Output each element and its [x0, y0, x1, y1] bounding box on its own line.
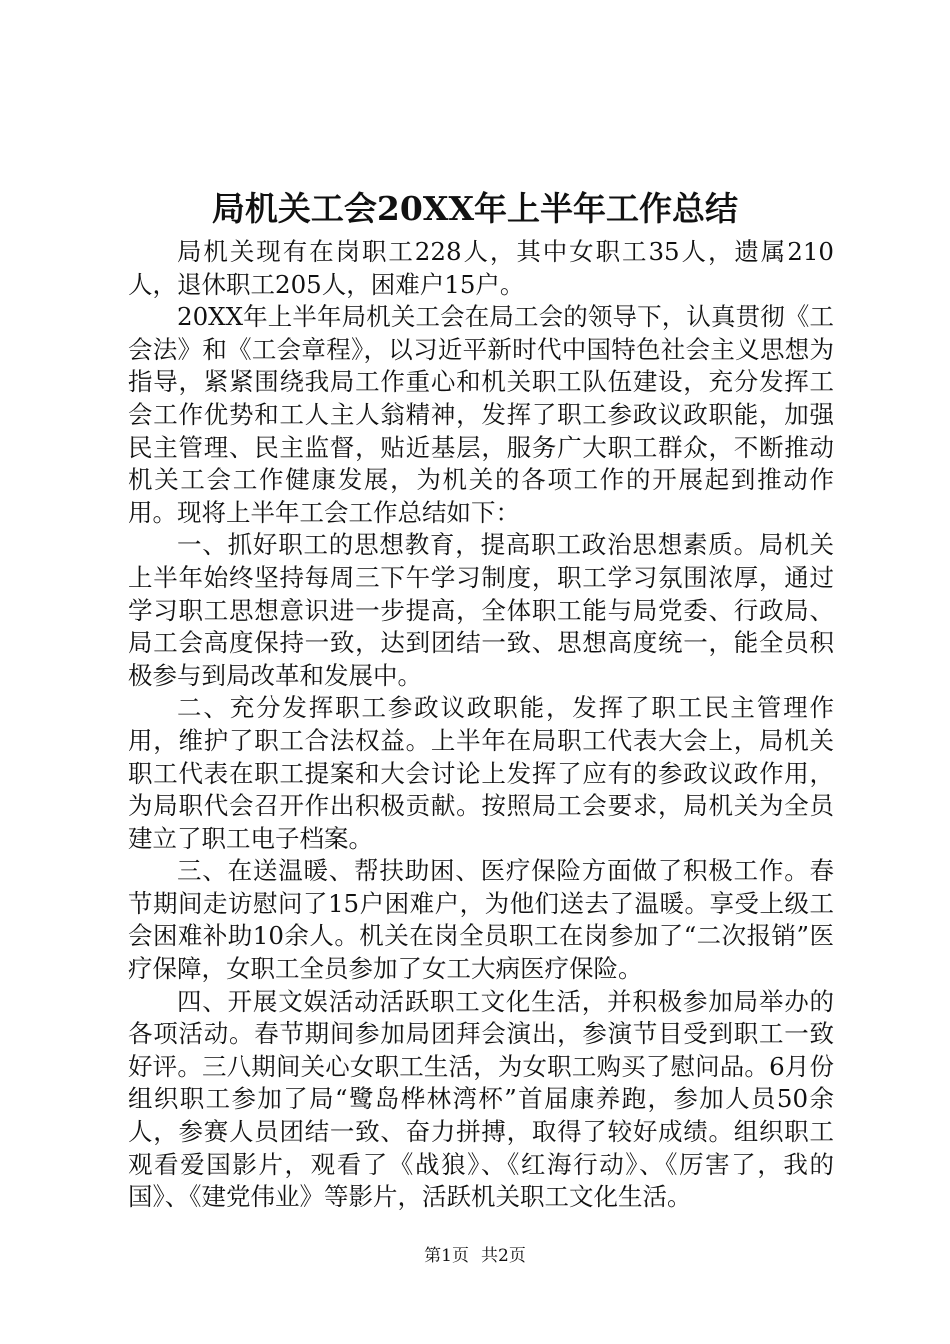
document-body [128, 236, 834, 1214]
page-total: 共2页 [481, 1246, 526, 1266]
paragraph-section-4: 四、开展文娱活动活跃职工文化生活，并积极参加局举办的各项活动。春节期间参加局团拜会演出，参演节目受到职工一致好评。三八期间关心女职工生活，为女职工购买了慰问品。6月份组织职工参加了局“鹭岛桦林湾杯”首届康养跑，参加人员50余人，参赛人员团结一致、奋力拼搏，取得了较好成绩。组织职工观看爱国影片，观看了《战狼》、《红海行动》、《厉害了，我的国》、《建党伟业》等影片，活跃机关职工文化生活。 [128, 986, 834, 1212]
paragraph-introduction: 20XX年上半年局机关工会在局工会的领导下，认真贯彻《工会法》和《工会章程》，以习近平新时代中国特色社会主义思想为指导，紧紧围绕我局工作重心和机关职工队伍建设，充分发挥工会工作优势和工人主人翁精神，发挥了职工参政议政职能，加强民主管理、民主监督，贴近基层，服务广大职工群众，不断推动机关工会工作健康发展，为机关的各项工作的开展起到推动作用。现将上半年工会工作总结如下： [128, 302, 834, 527]
paragraph-section-3: 三、在送温暖、帮扶助困、医疗保险方面做了积极工作。春节期间走访慰问了15户困难户，为他们送去了温暖。享受上级工会困难补助10余人。机关在岗全员职工在岗参加了“二次报销”医疗保障，女职工全员参加了女工大病医疗保险。 [128, 856, 834, 984]
paragraph-staff-overview: 局机关现有在岗职工228人，其中女职工35人，遗属210人，退休职工205人，困难户15户。 [128, 237, 834, 299]
page-footer [0, 1244, 950, 1268]
paragraph-section-2: 二、充分发挥职工参政议政职能，发挥了职工民主管理作用，维护了职工合法权益。上半年在局职工代表大会上，局机关职工代表在职工提案和大会讨论上发挥了应有的参政议政作用，为局职代会召开作出积极贡献。按照局工会要求，局机关为全员建立了职工电子档案。 [128, 693, 834, 853]
document-title: 局机关工会20XX年上半年工作总结 [211, 189, 739, 228]
paragraph-section-1: 一、抓好职工的思想教育，提高职工政治思想素质。局机关上半年始终坚持每周三下午学习制度，职工学习氛围浓厚，通过学习职工思想意识进一步提高，全体职工能与局党委、行政局、局工会高度保持一致，达到团结一致、思想高度统一，能全员积极参与到局改革和发展中。 [128, 530, 834, 690]
page-number: 第1页 [424, 1246, 469, 1266]
